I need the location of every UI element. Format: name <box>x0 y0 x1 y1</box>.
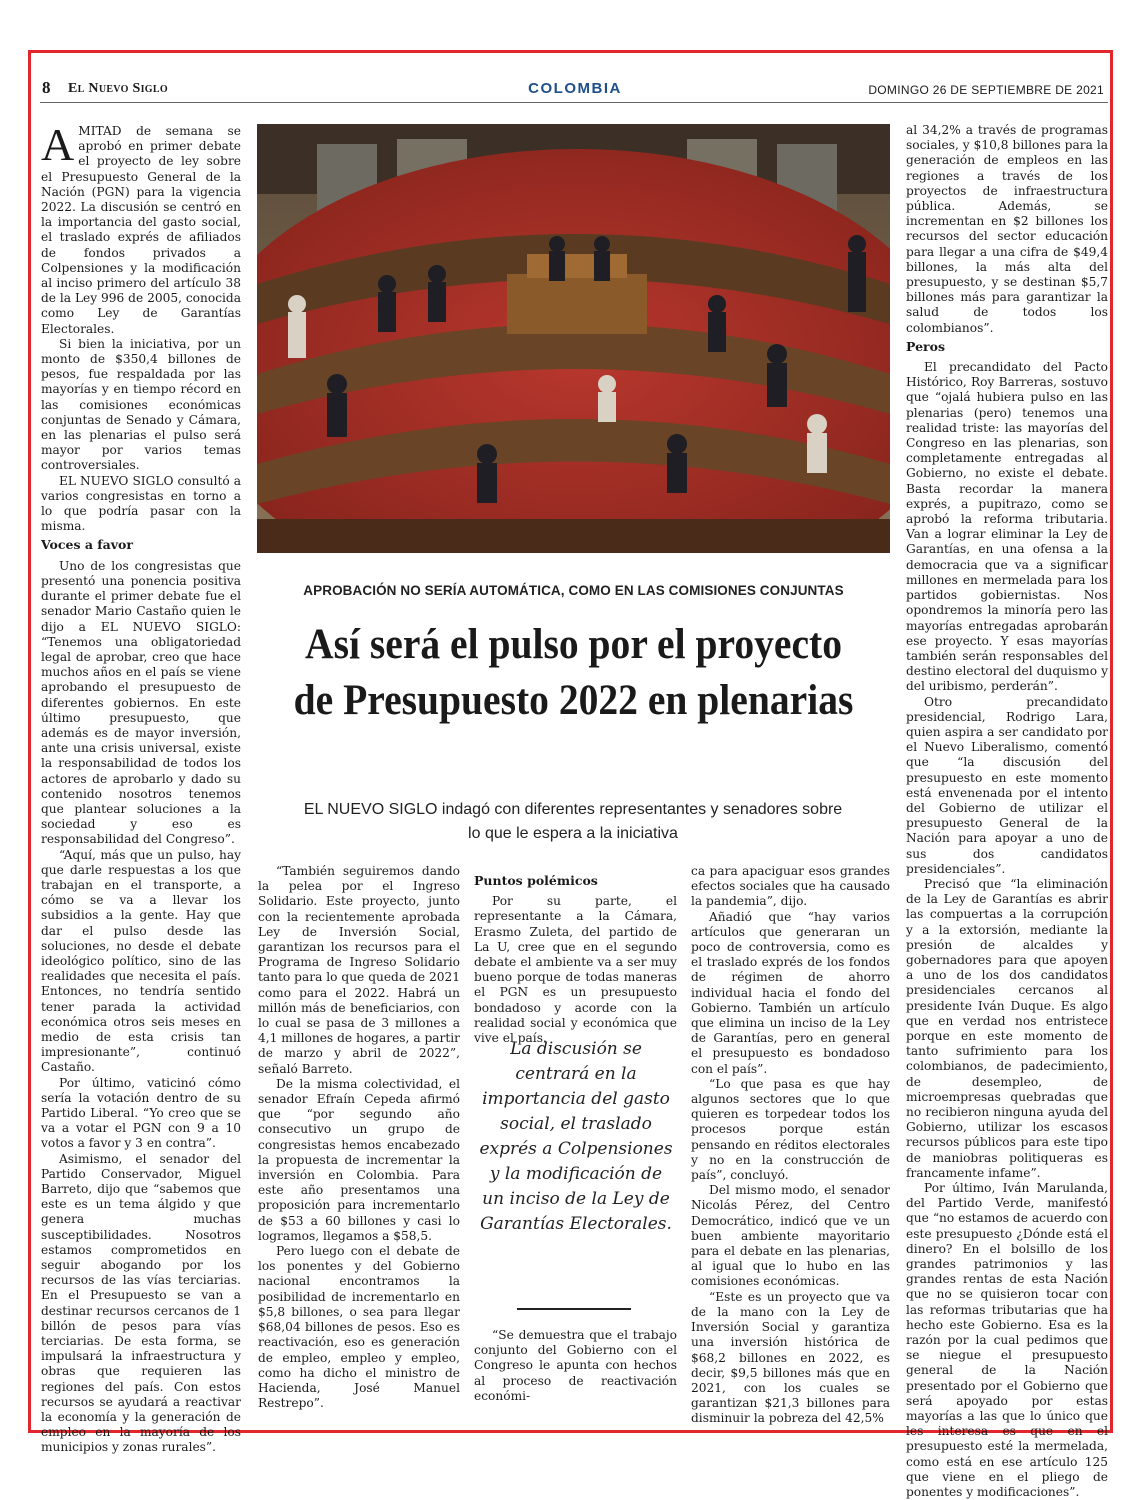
paragraph: Asimismo, el senador del Partido Conservador, Miguel Barreto, dijo que “sabemos que este es un tema álgido y que genera muchas susceptibilidades. Nosotros estamos comprometidos en seguir abogando por los recursos de las vías terciarias. En el Presupuesto se van a destinar recursos cercanos de 1 billón de pesos para vías terciarias. De esta forma, se impulsará la infraestructura y obras que requieren las regiones del país. Con estos recursos se ayudará a reactivar la economía y la generación de empleo en la mayoría de los municipios y zonas rurales”. <box>41 1151 241 1455</box>
paragraph: Uno de los congresistas que presentó una ponencia positiva durante el primer debate fue el senador Mario Castaño quien le dijo a EL NUEVO SIGLO: “Tenemos una obligatoriedad legal de aprobar, creo que hace muchos años en el país se viene aprobando el presupuesto de diferentes gobiernos. En este último presupuesto, que además es de mayor inversión, ante una crisis universal, existe la responsabilidad de todos los actores de aprobarlo y dado su contenido nosotros tenemos que plantear soluciones a la sociedad y eso es responsabilidad del Congreso”. <box>41 558 241 847</box>
article-kicker: APROBACIÓN NO SERÍA AUTOMÁTICA, COMO EN LAS COMISIONES CONJUNTAS <box>303 583 844 598</box>
paragraph: Precisó que “la eliminación de la Ley de Garantías es abrir las compuertas a la corrupción y a la extorsión, mediante la presión de alcaldes y gobernadores para que apoyen a uno de los dos candidatos presidenciales cercanos al presidente Iván Duque. Es algo que en verdad nos entristece porque en este momento de tanto sufrimiento para los colombianos, de padecimiento, de desempleo, de microempresas quebradas que no recibieron ninguna ayuda del Gobierno, utilizar los escasos recursos públicos para este tipo de maniobras politiqueras es francamente infame”. <box>906 876 1108 1180</box>
congress-plenary-photo <box>257 124 890 553</box>
paragraph: Del mismo modo, el senador Nicolás Pérez, del Centro Democrático, indicó que ve un buen ambiente mayoritario para el debate en las plenarias, al igual que lo hubo en las comisiones económicas. <box>691 1183 890 1289</box>
paragraph: Añadió que “hay varios artículos que generaran un poco de controversia, como es el traslado exprés de los fondos de régimen de ahorro individual hacia el fondo del Gobierno. También un artículo que elimina un inciso de la Ley de Garantías, pero en general el presupuesto es bondadoso con el país”. <box>691 909 890 1076</box>
paragraph: Por último, vaticinó cómo sería la votación dentro de su Partido Liberal. “Yo creo que se va a votar el PGN con 9 a 10 votos a favor y 3 en contra”. <box>41 1075 241 1151</box>
article-column-4 <box>691 864 890 1427</box>
paragraph: Por su parte, el representante a la Cámara, Erasmo Zuleta, del partido de La U, cree que en el segundo debate el ambiente va a ser muy bueno porque de todas maneras el PGN es un presupuesto bondadoso y acorde con la realidad social y económica que vive el país. <box>474 894 677 1046</box>
paragraph: Pero luego con el debate de los ponentes y del Gobierno nacional encontramos la posibilidad de incrementarlo en $5,8 billones, o sea para llegar $68,04 billones de pesos. Eso es reactivación, eso es generación de empleo, empleo y empleo, como ha dicho el ministro de Hacienda, José Manuel Restrepo”. <box>258 1244 460 1411</box>
newspaper-name: El Nuevo Siglo <box>68 81 168 96</box>
subhead-voces-a-favor: Voces a favor <box>41 537 133 553</box>
issue-date: DOMINGO 26 DE SEPTIEMBRE DE 2021 <box>868 83 1104 97</box>
paragraph: Por último, Iván Marulanda, del Partido Verde, manifestó que “no estamos de acuerdo con este presupuesto ¿Dónde está el dinero? En el bolsillo de los grandes patrimonios y las grandes rentas de esta Nación que no se quisieron tocar con las reformas tributarias que ha hecho este Gobierno. Esa es la razón por la cual pedimos que se niegue el presupuesto general de la Nación presentado por el Gobierno que será apoyado por estas mayorías a las que lo único que les interesa es que en el presupuesto esté la mermelada, como está en ese artículo 125 que viene en el pliego de ponentes y modificaciones”. <box>906 1181 1108 1500</box>
paragraph: Si bien la iniciativa, por un monto de $350,4 billones de pesos, fue respaldada por las mayorías y en tiempo récord en las comisiones económicas conjuntas de Senado y Cámara, en las plenarias el pulso será mayor por varios temas controversiales. <box>41 336 241 473</box>
paragraph: “También seguiremos dando la pelea por el Ingreso Solidario. Este proyecto, junto con la recientemente aprobada Ley de Inversión Social, garantizan los recursos para el Programa de Ingreso Solidario tanto para lo que queda de 2021 como para el 2022. Habrá un millón más de beneficiarios, con lo cual se pasa de 3 millones a 4,1 millones de hogares, a partir de marzo y abril de 2022”, señaló Barreto. <box>258 864 460 1076</box>
header-rule <box>40 102 1108 103</box>
paragraph: El precandidato del Pacto Histórico, Roy Barreras, sostuvo que “ojalá hubiera pulso en las plenarias (pero) tenemos una realidad triste: las mayorías del Congreso en las plenarias, son completamente entregadas al Gobierno, no existe el debate. Basta recordar la manera exprés, a pupitrazo, como se aprobó la reforma tributaria. Van a lograr eliminar la Ley de Garantías, en una ofensa a la democracia que va a significar millones en mermelada para los partidos gobiernistas. Nos opondremos la minoría pero las mayorías entregadas aprobarán ese proyecto. Y esas mayorías también serán responsables del destino electoral del duquismo y del uribismo, perderán”. <box>906 360 1108 694</box>
section-name: COLOMBIA <box>528 80 622 97</box>
paragraph: “Lo que pasa es que hay algunos sectores que lo que quieren es torpedear todos los procesos porque están pensando en réditos electorales y no en la construcción de país”, concluyó. <box>691 1076 890 1183</box>
subhead-peros: Peros <box>906 338 945 354</box>
paragraph: ca para apaciguar esos grandes efectos sociales que ha causado la pandemia”, dijo. <box>691 864 890 909</box>
paragraph: al 34,2% a través de programas sociales, y $10,8 billones para la generación de empleos en las regiones a través de los proyectos de infraestructura pública. Además, se incrementan en $2 billones los recursos del sector educación para llegar a una cifra de $49,4 billones, la más alta del presupuesto, y se destinan $5,7 billones más para garantizar la salud de todos los colombianos”. <box>906 123 1108 335</box>
paragraph: “Se demuestra que el trabajo conjunto del Gobierno con el Congreso le apunta con hechos al proceso de reactivación económi- <box>474 1328 677 1403</box>
subhead-puntos-polemicos: Puntos polémicos <box>474 873 598 888</box>
paragraph: “Este es un proyecto que va de la mano con la Ley de Inversión Social y garantiza una inversión histórica de $68,2 billones en 2022, es decir, $9,5 billones más que en 2021, con los cuales se garantizan $21,3 billones para disminuir la pobreza del 42,5% <box>691 1289 890 1426</box>
article-column-5 <box>906 123 1108 1500</box>
lead-paragraph <box>41 119 241 337</box>
article-deck: EL NUEVO SIGLO indagó con diferentes representantes y senadores sobre lo que le espera a la iniciativa <box>303 801 843 842</box>
article-column-1 <box>41 119 241 1456</box>
pull-quote-rule <box>517 1308 631 1310</box>
paragraph: EL NUEVO SIGLO consultó a varios congresistas en torno a lo que podría pasar con la misma. <box>41 473 241 534</box>
paragraph: Otro precandidato presidencial, Rodrigo Lara, quien aspira a ser candidato por el Nuevo Liberalismo, comentó que “la discusión del presupuesto en este momento está envenenada por el intento del Gobierno de utilizar el presupuesto General de la Nación para apoyar a uno de sus dos candidatos presidenciales”. <box>906 694 1108 876</box>
paragraph: “Aquí, más que un pulso, hay que darle respuestas a los que trabajan en el transporte, a cómo se va a llevar los subsidios a la gente. Hay que dar el pulso desde las soluciones, no desde el debate ideológico político, sino de las realidades que necesita el país. Entonces, no tendría sentido tener parada la actividad económica otros seis meses en medio de esta crisis tan impresionante”, continuó Castaño. <box>41 847 241 1075</box>
pull-quote: La discusión se centrará en la importancia del gasto social, el traslado exprés a Colpensiones y la modificación de un inciso de la Ley de Garantías Electorales. <box>479 1039 673 1234</box>
article-column-2 <box>258 864 460 1411</box>
page-number: 8 <box>42 78 51 97</box>
article-headline: Así será el pulso por el proyecto de Presupuesto 2022 en plenarias <box>293 621 854 724</box>
drop-cap: A <box>41 119 75 170</box>
lead-text: MITAD de semana se aprobó en primer debate el proyecto de ley sobre el Presupuesto General de la Nación (PGN) para la vigencia 2022. La discusión se centró en la importancia del gasto social, el traslado exprés de afiliados de fondos privados a Colpensiones y la modificación al inciso primero del artículo 38 de la Ley 996 de 2005, conocida como Ley de Garantías Electorales. <box>41 124 241 336</box>
article-column-3 <box>474 870 677 1046</box>
paragraph: De la misma colectividad, el senador Efraín Cepeda afirmó que “por segundo año consecutivo un grupo de congresistas hemos encabezado la propuesta de incrementar la inversión en Colombia. Para este año presentamos una proposición para incrementarlo de $53 a 60 billones y casi lo logramos, llegamos a $58,5. <box>258 1076 460 1243</box>
article-column-3-bottom <box>474 1328 677 1404</box>
